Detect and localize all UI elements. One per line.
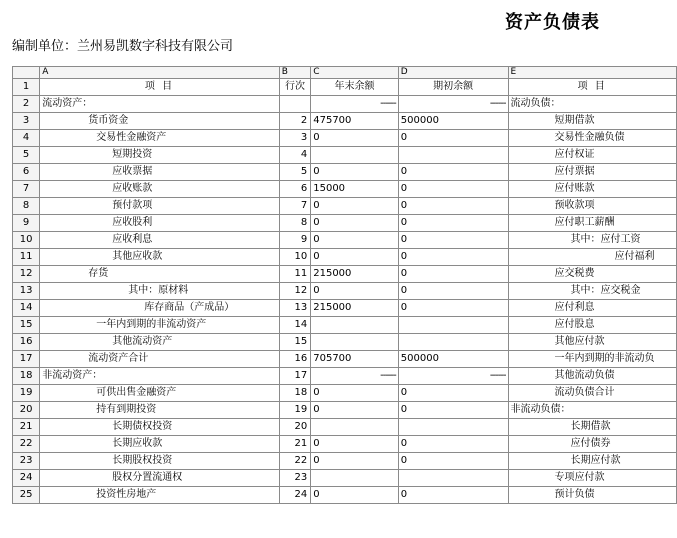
liability-item[interactable]: 应付利息 bbox=[508, 300, 676, 317]
end-balance[interactable]: 215000 bbox=[311, 300, 399, 317]
column-letter-c[interactable]: C bbox=[311, 67, 399, 79]
header-begin-balance[interactable]: 期初余额 bbox=[398, 79, 508, 96]
row-number[interactable]: 7 bbox=[13, 181, 40, 198]
liability-item[interactable]: 应付债券 bbox=[508, 436, 676, 453]
liability-item[interactable]: 应付票据 bbox=[508, 164, 676, 181]
line-number[interactable]: 14 bbox=[279, 317, 310, 334]
row-number[interactable]: 1 bbox=[13, 79, 40, 96]
table-row bbox=[13, 181, 677, 198]
liability-item[interactable]: 预计负债 bbox=[508, 487, 676, 504]
end-balance[interactable]: 0 bbox=[311, 232, 399, 249]
end-balance[interactable]: ------ bbox=[311, 368, 399, 385]
end-balance[interactable]: 0 bbox=[311, 436, 399, 453]
row-number[interactable]: 24 bbox=[13, 470, 40, 487]
end-balance[interactable]: 0 bbox=[311, 283, 399, 300]
table-row bbox=[13, 113, 677, 130]
line-number[interactable]: 11 bbox=[279, 266, 310, 283]
liability-item[interactable]: 应付股息 bbox=[508, 317, 676, 334]
asset-item[interactable]: 应收利息 bbox=[40, 232, 280, 249]
column-letter-d[interactable]: D bbox=[398, 67, 508, 79]
line-number[interactable]: 5 bbox=[279, 164, 310, 181]
begin-balance[interactable]: ------ bbox=[398, 368, 508, 385]
table-row bbox=[13, 351, 677, 368]
row-number[interactable]: 5 bbox=[13, 147, 40, 164]
report-title: 资产负债表 bbox=[505, 12, 600, 33]
header-item[interactable]: 项 目 bbox=[40, 79, 280, 96]
line-number[interactable]: 22 bbox=[279, 453, 310, 470]
liability-item[interactable]: 其中：应付工资 bbox=[508, 232, 676, 249]
table-row bbox=[13, 96, 677, 113]
begin-balance[interactable]: 0 bbox=[398, 266, 508, 283]
table-row bbox=[13, 266, 677, 283]
liability-item[interactable]: 其他流动负债 bbox=[508, 368, 676, 385]
table-row bbox=[13, 453, 677, 470]
end-balance[interactable]: 0 bbox=[311, 487, 399, 504]
asset-item[interactable]: 流动资产： bbox=[40, 96, 280, 113]
line-number[interactable]: 20 bbox=[279, 419, 310, 436]
column-letter-a[interactable]: A bbox=[40, 67, 280, 79]
liability-item[interactable]: 应付账款 bbox=[508, 181, 676, 198]
line-number[interactable]: 24 bbox=[279, 487, 310, 504]
begin-balance[interactable] bbox=[398, 147, 508, 164]
row-number[interactable]: 12 bbox=[13, 266, 40, 283]
begin-balance[interactable] bbox=[398, 419, 508, 436]
line-number[interactable]: 13 bbox=[279, 300, 310, 317]
liability-item[interactable]: 长期借款 bbox=[508, 419, 676, 436]
table-row bbox=[13, 368, 677, 385]
line-number[interactable]: 7 bbox=[279, 198, 310, 215]
asset-item[interactable]: 一年内到期的非流动资产 bbox=[40, 317, 280, 334]
asset-item[interactable]: 长期股权投资 bbox=[40, 453, 280, 470]
table-row bbox=[13, 147, 677, 164]
line-number[interactable]: 12 bbox=[279, 283, 310, 300]
end-balance[interactable] bbox=[311, 147, 399, 164]
row-number[interactable]: 9 bbox=[13, 215, 40, 232]
column-letter-e[interactable]: E bbox=[508, 67, 676, 79]
liability-item[interactable]: 短期借款 bbox=[508, 113, 676, 130]
row-number[interactable]: 19 bbox=[13, 385, 40, 402]
line-number[interactable]: 19 bbox=[279, 402, 310, 419]
end-balance[interactable]: 0 bbox=[311, 453, 399, 470]
asset-item[interactable]: 交易性金融资产 bbox=[40, 130, 280, 147]
begin-balance[interactable]: 500000 bbox=[398, 113, 508, 130]
begin-balance[interactable]: 0 bbox=[398, 232, 508, 249]
line-number[interactable]: 16 bbox=[279, 351, 310, 368]
asset-item[interactable]: 存货 bbox=[40, 266, 280, 283]
end-balance[interactable]: 0 bbox=[311, 130, 399, 147]
begin-balance[interactable]: 0 bbox=[398, 487, 508, 504]
table-row bbox=[13, 164, 677, 181]
end-balance[interactable] bbox=[311, 334, 399, 351]
table-row bbox=[13, 402, 677, 419]
line-number[interactable]: 6 bbox=[279, 181, 310, 198]
header-seq[interactable]: 行次 bbox=[279, 79, 310, 96]
header-row bbox=[13, 79, 677, 96]
row-number[interactable]: 2 bbox=[13, 96, 40, 113]
asset-item[interactable]: 短期投资 bbox=[40, 147, 280, 164]
liability-item[interactable]: 专项应付款 bbox=[508, 470, 676, 487]
liability-item[interactable]: 其中：应交税金 bbox=[508, 283, 676, 300]
begin-balance[interactable]: 0 bbox=[398, 130, 508, 147]
row-number[interactable]: 22 bbox=[13, 436, 40, 453]
end-balance[interactable]: 0 bbox=[311, 215, 399, 232]
row-number[interactable]: 25 bbox=[13, 487, 40, 504]
begin-balance[interactable]: 0 bbox=[398, 283, 508, 300]
begin-balance[interactable]: 0 bbox=[398, 215, 508, 232]
liability-item[interactable]: 流动负债： bbox=[508, 96, 676, 113]
liability-item[interactable]: 长期应付款 bbox=[508, 453, 676, 470]
asset-item[interactable]: 预付款项 bbox=[40, 198, 280, 215]
line-number[interactable]: 17 bbox=[279, 368, 310, 385]
line-number[interactable]: 8 bbox=[279, 215, 310, 232]
asset-item[interactable]: 其中：原材料 bbox=[40, 283, 280, 300]
end-balance[interactable]: 215000 bbox=[311, 266, 399, 283]
row-number[interactable]: 4 bbox=[13, 130, 40, 147]
row-number[interactable]: 15 bbox=[13, 317, 40, 334]
liability-item[interactable]: 其他应付款 bbox=[508, 334, 676, 351]
table-row bbox=[13, 470, 677, 487]
table-row bbox=[13, 283, 677, 300]
table-row bbox=[13, 419, 677, 436]
table-row bbox=[13, 436, 677, 453]
row-number[interactable]: 3 bbox=[13, 113, 40, 130]
line-number[interactable]: 21 bbox=[279, 436, 310, 453]
begin-balance[interactable]: 500000 bbox=[398, 351, 508, 368]
table-row bbox=[13, 130, 677, 147]
line-number[interactable]: 18 bbox=[279, 385, 310, 402]
line-number[interactable]: 3 bbox=[279, 130, 310, 147]
begin-balance[interactable]: 0 bbox=[398, 249, 508, 266]
table-row bbox=[13, 198, 677, 215]
asset-item[interactable]: 持有到期投资 bbox=[40, 402, 280, 419]
asset-item[interactable]: 应收账款 bbox=[40, 181, 280, 198]
asset-item[interactable]: 库存商品（产成品） bbox=[40, 300, 280, 317]
table-row bbox=[13, 317, 677, 334]
line-number[interactable]: 15 bbox=[279, 334, 310, 351]
row-number[interactable]: 10 bbox=[13, 232, 40, 249]
company-label: 编制单位：兰州易凯数字科技有限公司 bbox=[12, 39, 234, 54]
end-balance[interactable]: 0 bbox=[311, 164, 399, 181]
table-row bbox=[13, 232, 677, 249]
begin-balance[interactable] bbox=[398, 470, 508, 487]
end-balance[interactable]: 705700 bbox=[311, 351, 399, 368]
liability-item[interactable]: 应付福利 bbox=[508, 249, 676, 266]
asset-item[interactable]: 非流动资产： bbox=[40, 368, 280, 385]
row-number[interactable]: 11 bbox=[13, 249, 40, 266]
line-number[interactable]: 9 bbox=[279, 232, 310, 249]
begin-balance[interactable]: 0 bbox=[398, 436, 508, 453]
end-balance[interactable]: 0 bbox=[311, 402, 399, 419]
begin-balance[interactable] bbox=[398, 334, 508, 351]
begin-balance[interactable]: 0 bbox=[398, 181, 508, 198]
row-number[interactable]: 23 bbox=[13, 453, 40, 470]
liability-item[interactable]: 一年内到期的非流动负 bbox=[508, 351, 676, 368]
line-number[interactable]: 23 bbox=[279, 470, 310, 487]
begin-balance[interactable]: 0 bbox=[398, 453, 508, 470]
row-number[interactable]: 16 bbox=[13, 334, 40, 351]
begin-balance[interactable]: 0 bbox=[398, 385, 508, 402]
spreadsheet bbox=[12, 66, 677, 538]
row-number[interactable]: 13 bbox=[13, 283, 40, 300]
liability-item[interactable]: 应付职工薪酬 bbox=[508, 215, 676, 232]
table-row bbox=[13, 300, 677, 317]
column-letter-b[interactable]: B bbox=[279, 67, 310, 79]
line-number[interactable]: 2 bbox=[279, 113, 310, 130]
begin-balance[interactable] bbox=[398, 317, 508, 334]
liability-item[interactable]: 应付权证 bbox=[508, 147, 676, 164]
asset-item[interactable]: 流动资产合计 bbox=[40, 351, 280, 368]
asset-item[interactable]: 股权分置流通权 bbox=[40, 470, 280, 487]
asset-item[interactable]: 长期应收款 bbox=[40, 436, 280, 453]
liability-item[interactable]: 交易性金融负债 bbox=[508, 130, 676, 147]
liability-item[interactable]: 非流动负债： bbox=[508, 402, 676, 419]
header-end-balance[interactable]: 年末余额 bbox=[311, 79, 399, 96]
line-number[interactable] bbox=[279, 96, 310, 113]
asset-item[interactable]: 其他流动资产 bbox=[40, 334, 280, 351]
asset-item[interactable]: 其他应收款 bbox=[40, 249, 280, 266]
begin-balance[interactable]: ------ bbox=[398, 96, 508, 113]
row-number[interactable]: 20 bbox=[13, 402, 40, 419]
line-number[interactable]: 10 bbox=[279, 249, 310, 266]
asset-item[interactable]: 应收股利 bbox=[40, 215, 280, 232]
end-balance[interactable] bbox=[311, 317, 399, 334]
asset-item[interactable]: 可供出售金融资产 bbox=[40, 385, 280, 402]
table-row bbox=[13, 334, 677, 351]
begin-balance[interactable]: 0 bbox=[398, 402, 508, 419]
begin-balance[interactable]: 0 bbox=[398, 164, 508, 181]
column-letter-row bbox=[13, 67, 677, 79]
asset-item[interactable]: 投资性房地产 bbox=[40, 487, 280, 504]
end-balance[interactable]: 0 bbox=[311, 385, 399, 402]
table-row bbox=[13, 249, 677, 266]
end-balance[interactable] bbox=[311, 419, 399, 436]
begin-balance[interactable]: 0 bbox=[398, 198, 508, 215]
row-number[interactable]: 8 bbox=[13, 198, 40, 215]
row-number[interactable]: 17 bbox=[13, 351, 40, 368]
end-balance[interactable]: ------ bbox=[311, 96, 399, 113]
asset-item[interactable]: 应收票据 bbox=[40, 164, 280, 181]
end-balance[interactable]: 0 bbox=[311, 249, 399, 266]
balance-sheet-table bbox=[12, 66, 677, 504]
table-row bbox=[13, 385, 677, 402]
row-number[interactable]: 6 bbox=[13, 164, 40, 181]
row-number[interactable]: 14 bbox=[13, 300, 40, 317]
asset-item[interactable]: 长期债权投资 bbox=[40, 419, 280, 436]
corner-cell[interactable] bbox=[13, 67, 40, 79]
header-item-liabilities[interactable]: 项 目 bbox=[508, 79, 676, 96]
end-balance[interactable]: 15000 bbox=[311, 181, 399, 198]
end-balance[interactable]: 475700 bbox=[311, 113, 399, 130]
liability-item[interactable]: 应交税费 bbox=[508, 266, 676, 283]
table-row bbox=[13, 215, 677, 232]
begin-balance[interactable]: 0 bbox=[398, 300, 508, 317]
end-balance[interactable]: 0 bbox=[311, 198, 399, 215]
table-row bbox=[13, 487, 677, 504]
line-number[interactable]: 4 bbox=[279, 147, 310, 164]
asset-item[interactable]: 货币资金 bbox=[40, 113, 280, 130]
end-balance[interactable] bbox=[311, 470, 399, 487]
liability-item[interactable]: 预收款项 bbox=[508, 198, 676, 215]
liability-item[interactable]: 流动负债合计 bbox=[508, 385, 676, 402]
row-number[interactable]: 21 bbox=[13, 419, 40, 436]
row-number[interactable]: 18 bbox=[13, 368, 40, 385]
